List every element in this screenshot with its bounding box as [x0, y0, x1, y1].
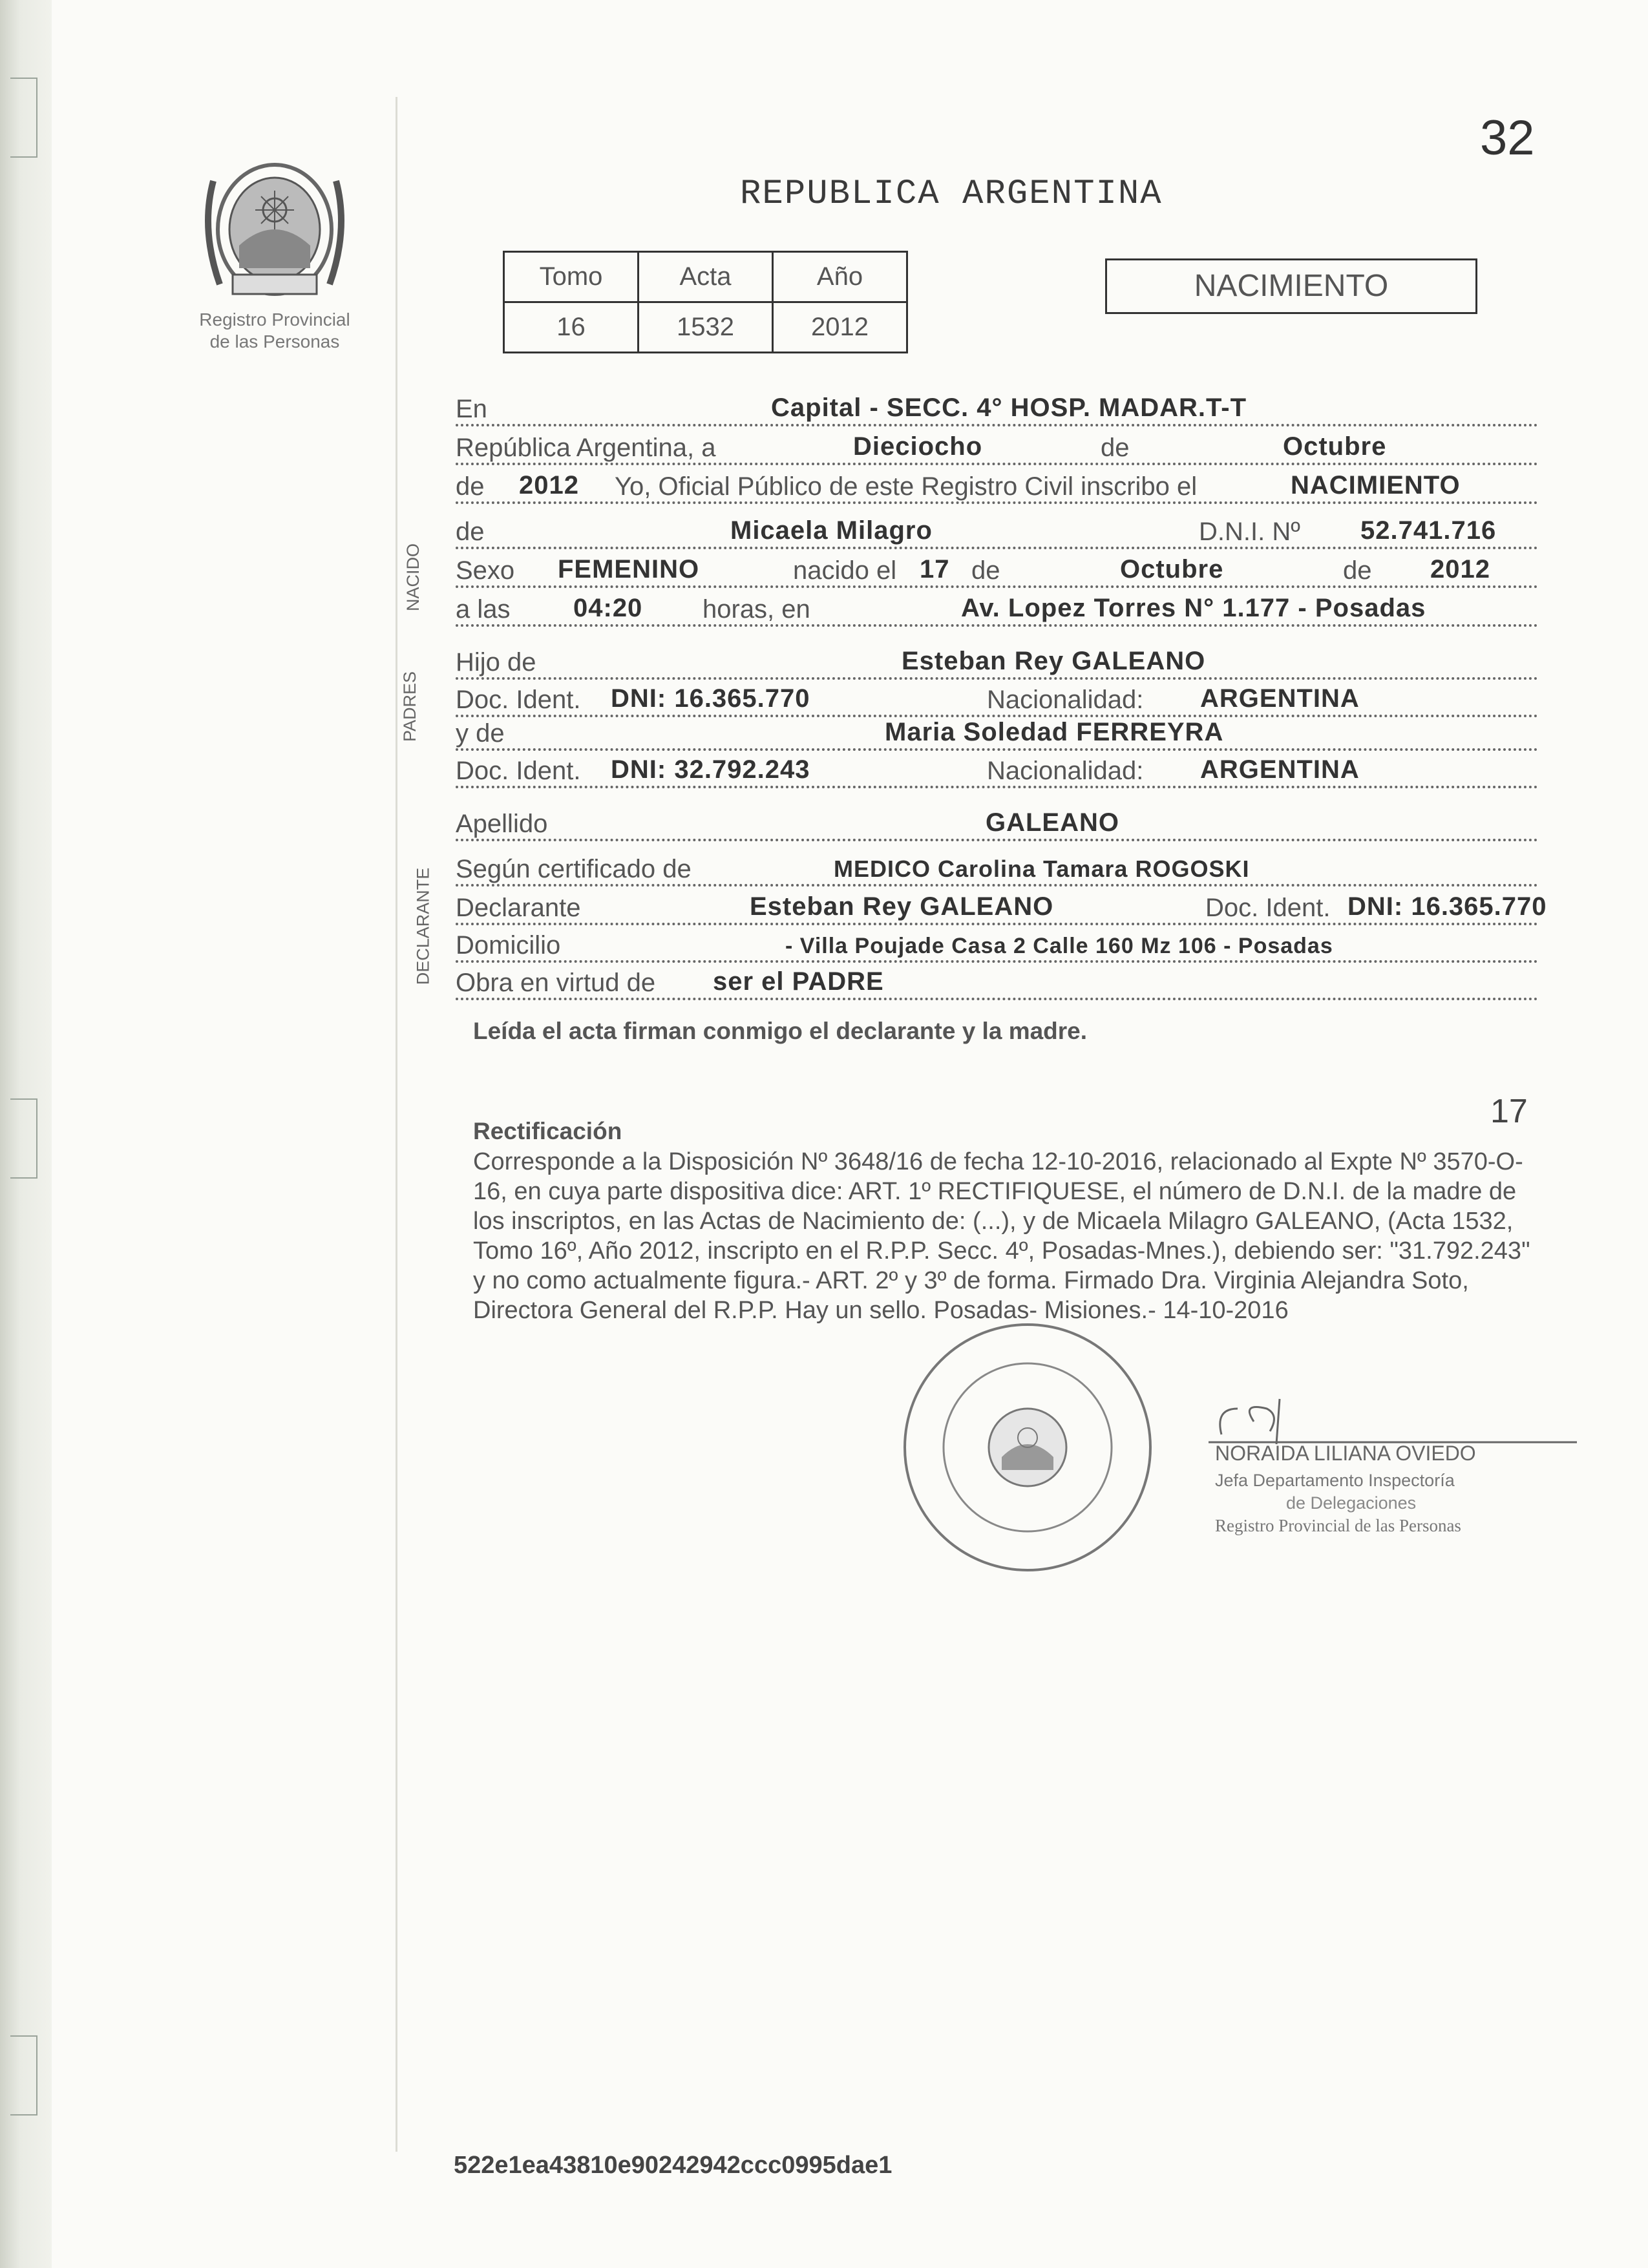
value-padre-doc: DNI: 16.365.770: [611, 684, 810, 713]
binder-strip: [0, 0, 52, 2268]
label-de-anio: de: [456, 472, 489, 501]
label-republica: República Argentina, a: [456, 434, 720, 463]
rectification-title: Rectificación: [473, 1118, 622, 1144]
value-mes: Octubre: [1283, 432, 1387, 461]
label-sexo: Sexo: [456, 556, 518, 585]
header-anio: Año: [773, 252, 907, 302]
value-sexo: FEMENINO: [558, 555, 700, 583]
label-certificado: Según certificado de: [456, 855, 695, 884]
label-doc-padre: Doc. Ident.: [456, 686, 584, 715]
value-anio: 2012: [773, 302, 907, 353]
value-hora: 04:20: [573, 594, 643, 622]
binder-hole: [10, 1098, 37, 1179]
line-fecha: [456, 432, 1538, 470]
label-doc-madre: Doc. Ident.: [456, 757, 584, 786]
value-obra: ser el PADRE: [713, 967, 884, 996]
document-title: REPUBLICA ARGENTINA: [740, 174, 1163, 214]
binder-hole: [10, 2035, 37, 2116]
label-apellido: Apellido: [456, 810, 551, 839]
section-label-padres: PADRES: [400, 671, 420, 742]
line-hora: [456, 593, 1538, 632]
margin-line: [396, 97, 397, 2152]
value-padre-nac: ARGENTINA: [1200, 684, 1360, 713]
binder-hole: [10, 78, 37, 158]
line-nombre: [456, 516, 1538, 554]
label-obra: Obra en virtud de: [456, 969, 659, 998]
line-declarante: [456, 892, 1547, 930]
label-nombre: de: [456, 518, 489, 547]
value-declarante-doc: DNI: 16.365.770: [1347, 892, 1547, 921]
signature-line3: de Delegaciones: [1286, 1493, 1417, 1513]
label-de: de: [1101, 434, 1134, 463]
value-lugar-nacimiento: Av. Lopez Torres N° 1.177 - Posadas: [961, 594, 1426, 622]
official-seal-icon: [898, 1318, 1157, 1577]
value-madre: Maria Soledad FERREYRA: [885, 718, 1224, 746]
label-nac-madre: Nacionalidad:: [987, 757, 1147, 786]
line-madre: [456, 717, 1538, 756]
value-padre: Esteban Rey GALEANO: [902, 647, 1206, 675]
line-madre-doc: [456, 755, 1538, 793]
document-hash: 522e1ea43810e90242942ccc0995dae1: [454, 2152, 893, 2179]
value-certificado: MEDICO Carolina Tamara ROGOSKI: [834, 856, 1250, 882]
province-emblem-icon: [194, 155, 355, 304]
label-y-de: y de: [456, 719, 509, 748]
section-label-declarante: DECLARANTE: [413, 867, 433, 985]
value-nac-anio: 2012: [1430, 555, 1490, 583]
value-anio: 2012: [519, 471, 579, 499]
value-dia: Dieciocho: [853, 432, 983, 461]
label-hijo-de: Hijo de: [456, 648, 540, 677]
value-nombre: Micaela Milagro: [730, 516, 933, 545]
value-lugar-inscripcion: Capital - SECC. 4° HOSP. MADAR.T-T: [771, 394, 1247, 422]
record-type: NACIMIENTO: [1105, 258, 1477, 314]
value-tomo: 16: [504, 302, 639, 353]
value-acto: NACIMIENTO: [1291, 471, 1461, 499]
line-padre: [456, 646, 1538, 685]
value-apellido: GALEANO: [986, 808, 1119, 837]
register-table: [503, 251, 908, 353]
registry-line1: Registro Provincial: [199, 310, 350, 330]
closing-statement: Leída el acta firman conmigo el declarante y la madre.: [473, 1018, 1088, 1044]
register-header-row: [504, 252, 907, 302]
value-nac-mes: Octubre: [1120, 555, 1224, 583]
line-inscripcion: [456, 470, 1538, 509]
label-domicilio: Domicilio: [456, 931, 564, 960]
label-inscribo: Yo, Oficial Público de este Registro Civil inscribo el: [615, 472, 1201, 501]
page-number: 32: [1480, 110, 1535, 165]
line-apellido: [456, 808, 1538, 846]
section-label-nacido: NACIDO: [403, 543, 423, 612]
label-dni: D.N.I. Nº: [1199, 518, 1304, 547]
value-madre-nac: ARGENTINA: [1200, 755, 1360, 784]
value-nac-dia: 17: [920, 555, 950, 583]
value-domicilio: - Villa Poujade Casa 2 Calle 160 Mz 106 - Posadas: [785, 934, 1333, 958]
label-nac-de2: de: [1343, 556, 1376, 585]
value-dni: 52.741.716: [1360, 516, 1497, 545]
signature-stamp-icon: [1209, 1396, 1583, 1551]
value-acta: 1532: [639, 302, 773, 353]
value-madre-doc: DNI: 32.792.243: [611, 755, 810, 784]
label-nacido-el: nacido el: [793, 556, 900, 585]
rectification-text: Corresponde a la Disposición Nº 3648/16 de fecha 12-10-2016, relacionado al Expte Nº 3570-O-16, en cuya parte dispositiva dice: ART. 1º RECTIFIQUESE, el número de D.N.I. de la madre de los inscriptos, en las Actas de Nacimiento de: (...), y de Micaela Milagro GALEANO, (Acta 1532, Tomo 16º, Año 2012, inscripto en el R.P.P. Secc. 4º, Posadas-Mnes.), debiendo ser: "31.792.243" y no como actualmente figura.- ART. 2º y 3º de forma. Firmado Dra. Virginia Alejandra Soto, Directora General del R.P.P. Hay un sello. Posadas- Misiones.- 14-10-2016: [473, 1148, 1530, 1324]
header-tomo: Tomo: [504, 252, 639, 302]
register-value-row: [504, 302, 907, 353]
line-lugar: [456, 393, 1538, 432]
registry-name: [168, 309, 381, 353]
rectification-number: 17: [1490, 1093, 1528, 1130]
label-en: En: [456, 395, 491, 424]
line-obra: [456, 967, 1538, 1005]
label-declarante: Declarante: [456, 894, 584, 923]
line-sexo: [456, 554, 1538, 593]
header-acta: Acta: [639, 252, 773, 302]
line-certificado: [456, 853, 1538, 892]
label-doc-declarante: Doc. Ident.: [1205, 894, 1334, 923]
label-nac-de: de: [971, 556, 1004, 585]
signature-name: NORAIDA LILIANA OVIEDO: [1215, 1442, 1476, 1465]
line-padre-doc: [456, 684, 1538, 722]
registry-line2: de las Personas: [209, 331, 340, 352]
value-declarante: Esteban Rey GALEANO: [750, 892, 1054, 921]
line-domicilio: [456, 929, 1538, 968]
signature-line2: Jefa Departamento Inspectoría: [1215, 1471, 1455, 1490]
label-nac-padre: Nacionalidad:: [987, 686, 1147, 715]
signature-line4: Registro Provincial de las Personas: [1215, 1516, 1461, 1535]
label-horas-en: horas, en: [703, 595, 814, 624]
label-hora: a las: [456, 595, 514, 624]
